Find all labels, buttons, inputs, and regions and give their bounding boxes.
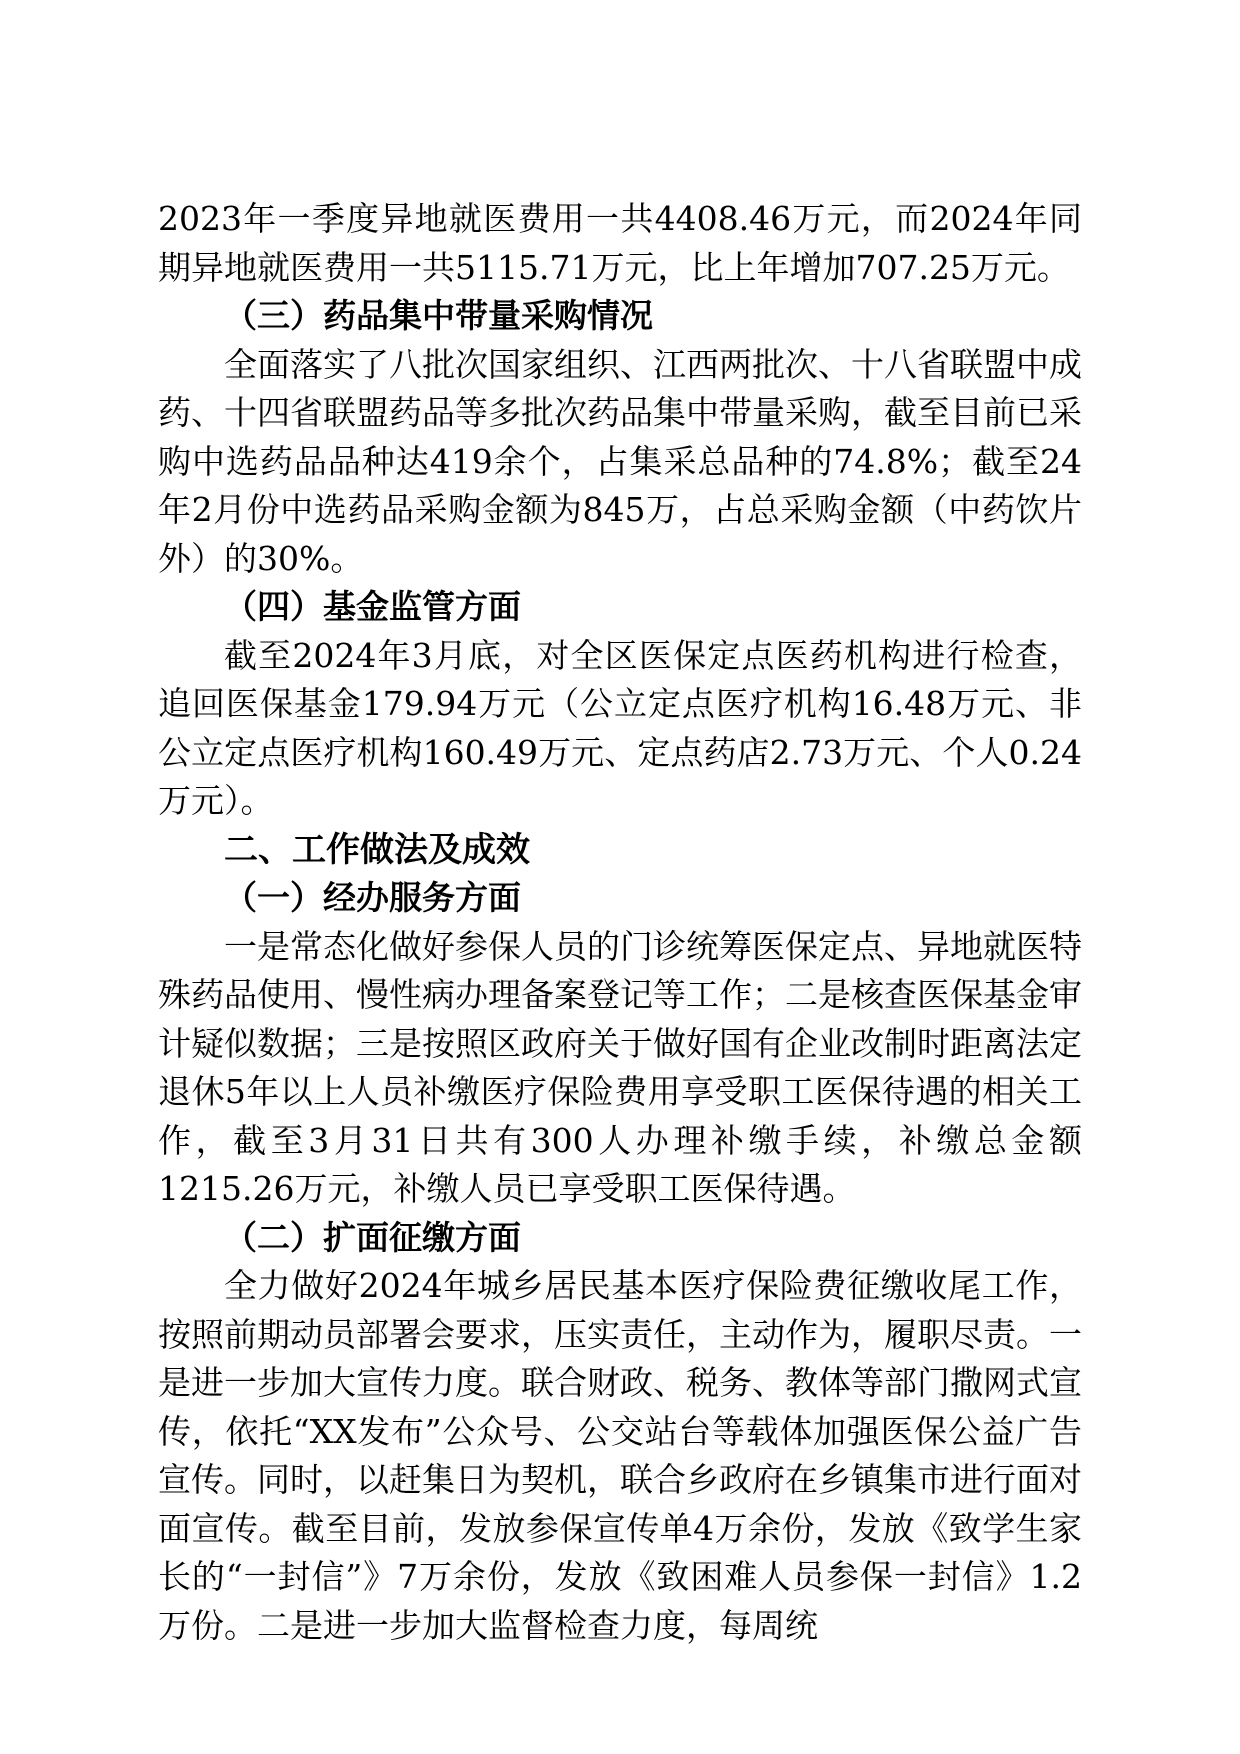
section-heading-work-methods: 二、工作做法及成效	[224, 829, 530, 870]
paragraph-coverage-collection: 全力做好2024年城乡居民基本医疗保险费征缴收尾工作，按照前期动员部署会要求，压实责任，主动作为，履职尽责。一是进一步加大宣传力度。联合财政、税务、教体等部门撒网式宣传，依托“XX发布”公众号、公交站台等载体加强医保公益广告宣传。同时，以赶集日为契机，联合乡政府在乡镇集市进行面对面宣传。截至目前，发放参保宣传单4万余份，发放《致学生家长的“一封信”》7万余份，发放《致困难人员参保一封信》1.2万份。二是进一步加大监督检查力度，每周统	[158, 1266, 1082, 1645]
paragraph-cost-summary: 2023年一季度异地就医费用一共4408.46万元，而2024年同期异地就医费用一共5115.71万元，比上年增加707.25万元。	[158, 199, 1082, 287]
paragraph-handling-services: 一是常态化做好参保人员的门诊统筹医保定点、异地就医特殊药品使用、慢性病办理备案登记等工作；二是核查医保基金审计疑似数据；三是按照区政府关于做好国有企业改制时距离法定退休5年以上人员补缴医疗保险费用享受职工医保待遇的相关工作，截至3月31日共有300人办理补缴手续，补缴总金额1215.26万元，补缴人员已享受职工医保待遇。	[158, 926, 1082, 1208]
subheading-handling-services: （一）经办服务方面	[224, 878, 521, 917]
subheading-coverage-collection: （二）扩面征缴方面	[224, 1217, 521, 1257]
subheading-drug-procurement: （三）药品集中带量采购情况	[224, 296, 653, 335]
subheading-fund-supervision: （四）基金监管方面	[224, 587, 521, 626]
paragraph-drug-procurement: 全面落实了八批次国家组织、江西两批次、十八省联盟中成药、十四省联盟药品等多批次药品集中带量采购，截至目前已采购中选药品品种达419余个，占集采总品种的74.8%；截至24年2月份中选药品采购金额为845万，占总采购金额（中药饮片外）的30%。	[158, 344, 1082, 578]
paragraph-fund-supervision: 截至2024年3月底，对全区医保定点医药机构进行检查，追回医保基金179.94万元（公立定点医疗机构16.48万元、非公立定点医疗机构160.49万元、定点药店2.73万元、个人0.24万元）。	[158, 635, 1082, 820]
